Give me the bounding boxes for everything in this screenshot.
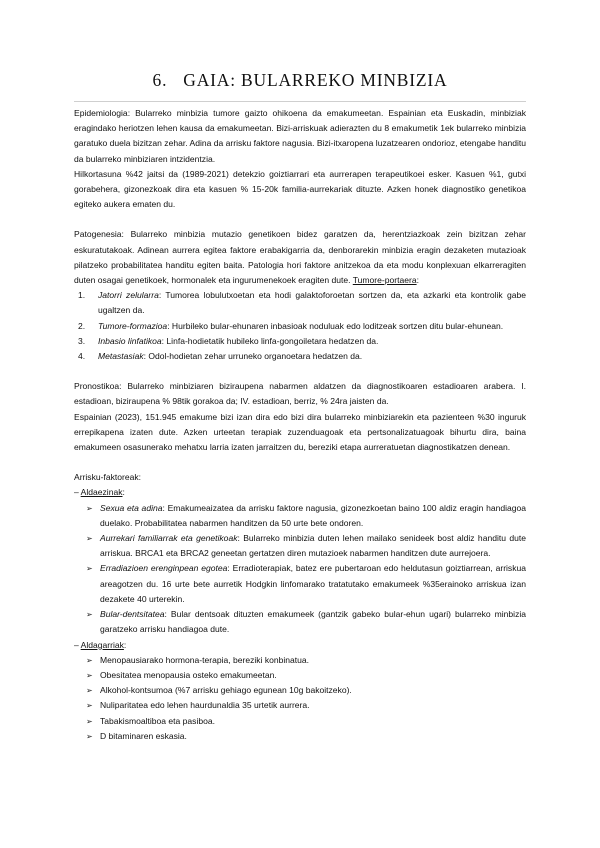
- arrow-bullet-icon: ➢: [86, 701, 93, 711]
- epidemiology-label: Epidemiologia:: [74, 108, 131, 118]
- list-item: 1. Jatorri zelularra: Tumorea lobulutxoetan eta hodi galaktoforoetan sortzen da, eta azkarki eta kontrolik gabe ugaltzen da.: [78, 290, 526, 316]
- list-item: ➢ Sexua eta adina: Emakumeaizatea da arrisku faktore nagusia, gizonezkoetan baino 100 aldiz eragin handiagoa duelako. Probabilitatea nabarmen handitzen da 50 urte bete ondoren.: [86, 502, 526, 528]
- list-item: ➢ Aurrekari familiarrak eta genetikoak: Bularreko minbizia duten lehen mailako senideek bost aldiz handitu dute arriskua. BRCA1 eta BRCA2 geneetan gertatzen diren mutazioek nabarmen handitzen dute aurrejoera.: [86, 533, 526, 559]
- modifiable-heading: – Aldagarriak:: [74, 639, 127, 650]
- arrow-bullet-icon: ➢: [86, 564, 93, 574]
- list-item: 2. Tumore-formazioa: Hurbileko bular-ehunaren inbasioak noduluak edo loditzeak sortzen ditu bular-ehunean.: [78, 320, 504, 331]
- prognosis-label: Pronostikoa:: [74, 381, 122, 392]
- list-item: ➢ Bular-dentsitatea: Bular dentsoak dituzten emakumeek (gantzik gabeko bular-ehun ugari) bularreko minbizia garatzeko arrisku handiagoa dute.: [86, 609, 526, 635]
- list-item: ➢ Nuliparitatea edo lehen haurdunaldia 35 urtetik aurrera.: [74, 698, 526, 713]
- section-number: 6.: [152, 70, 168, 90]
- arrow-bullet-icon: ➢: [86, 534, 93, 544]
- list-item: ➢ Alkohol-kontsumoa (%7 arrisku gehiago egunean 10g bakoitzeko).: [74, 683, 526, 698]
- list-item: ➢ Erradiazioen erenginpean egotea: Erradioterapiak, batez ere pubertaroan edo heldutasun goiztiarrean, arriskua areagotzen du. 16 urte bete aurretik Hodgkin linfomarako tratatutako emakumeek %35erainoko arriskua izan dezakete 40 urterekin.: [86, 563, 526, 604]
- arrow-bullet-icon: ➢: [86, 716, 93, 726]
- arrow-bullet-icon: ➢: [86, 610, 93, 620]
- document-body: [74, 106, 526, 744]
- section-title: GAIA: BULARREKO MINBIZIA: [183, 70, 448, 90]
- pathogenesis-label: Patogenesia:: [74, 229, 124, 240]
- list-item: 4. Metastasiak: Odol-hodietan zehar urruneko organoetara hedatzen da.: [78, 351, 363, 362]
- list-item: ➢ Tabakismoaltiboa eta pasiboa.: [74, 714, 526, 729]
- list-item: 3. Inbasio linfatikoa: Linfa-hodietatik hubileko linfa-gongoiletara hedatzen da.: [78, 335, 379, 346]
- non-modifiable-heading: – Aldaezinak:: [74, 487, 125, 498]
- page-title: [0, 70, 600, 91]
- tumor-behavior-heading: Tumore-portaera: [352, 275, 417, 286]
- epidemiology-paragraph: Epidemiologia: Bularreko minbizia tumore gaizto ohikoena da emakumeetan. Espainian eta Euskadin, minbiziak eragindako heriotzen lehen kausa da emakumeetan. Bizi-arriskuak adierazten du 8 emakumetik 1ek bularreko minbizia garatuko duela bizitzan zehar. Adina da arrisku faktore nagusia. Bizi-itxaropena luzatzearen ondorioz, etengabe handitu da bularreko minbiziaren intzidentzia.: [74, 108, 526, 164]
- arrow-bullet-icon: ➢: [86, 686, 93, 696]
- list-item: ➢ Menopausiarako hormona-terapia, bereziki konbinatua.: [74, 653, 526, 668]
- tumor-behavior-list: [74, 288, 526, 364]
- list-item: ➢ D bitaminaren eskasia.: [74, 729, 526, 744]
- mortality-paragraph: Hilkortasuna %42 jaitsi da (1989-2021) detekzio goiztiarrari eta aurrerapen terapeutikoei esker. Kasuen %1, gutxi gorabehera, gizonezkoak dira eta kasuen % 15-20k familia-aurrekariak dituzte. Azken honek diagnostiko genetikoa egiteko aukera ematen du.: [74, 168, 526, 210]
- modifiable-list: [74, 653, 526, 744]
- arrow-bullet-icon: ➢: [86, 503, 93, 513]
- non-modifiable-list: [74, 501, 526, 638]
- arrow-bullet-icon: ➢: [86, 655, 93, 665]
- pathogenesis-paragraph: Patogenesia: Bularreko minbizia mutazio genetikoen bidez garatzen da, herentziazkoak zein bizitzan zehar eskuratutakoak. Adinean aurrera egitea faktore erabakigarria da, denborarekin minbizia eragin dezaketen mutazioak pilatzeko probabilitatea handitu egiten baita. Patologia hori faktore anitzekoa da eta modu konplexuan elkarreragiten duten osagai genetikoek, hormonalek eta ingurumenekoek eragiten dute. Tumore-portaera:: [74, 229, 526, 286]
- arrow-bullet-icon: ➢: [86, 670, 93, 680]
- risk-factors-heading: Arrisku-faktoreak:: [74, 472, 141, 483]
- prognosis-paragraph: Pronostikoa: Bularreko minbiziaren biziraupena nabarmen aldatzen da diagnostikoaren estadioaren arabera. I. estadioan, biziraupena % 98tik gorakoa da; IV. estadioan, berriz, % 24ra jaisten da.: [74, 381, 526, 407]
- list-item: ➢ Obesitatea menopausia osteko emakumeetan.: [74, 668, 526, 683]
- title-divider: [74, 101, 526, 102]
- arrow-bullet-icon: ➢: [86, 731, 93, 741]
- spain-statistics-paragraph: Espainian (2023), 151.945 emakume bizi izan dira edo bizi dira bularreko minbiziarekin eta pazienteen %30 inguruk errepikapena izaten dute. Azken urteetan terapiak zuzenduagoak eta pertsonalizatuagoak bihurtu dira, baina emakumeen osasunerako mehatxu larria izaten jarraitzen du, bereziki etapa aurreratuetan diagnostikatzen denean.: [74, 411, 526, 453]
